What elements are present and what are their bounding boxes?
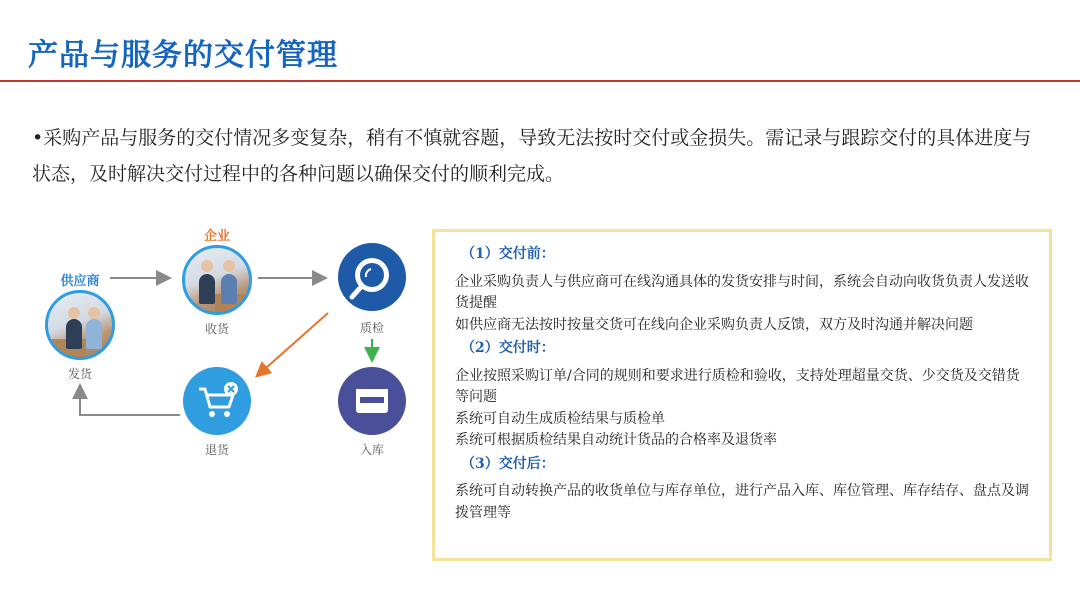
section-before-delivery: [455, 244, 1029, 336]
enterprise-label: 企业: [203, 229, 231, 244]
title-divider: [0, 80, 1080, 82]
stock-node: [338, 367, 406, 435]
inbox-tray-icon: [338, 367, 406, 435]
arrow-inspect-to-return: [258, 313, 328, 375]
arrow-return-to-ship: [80, 387, 180, 415]
magnifier-icon: [338, 243, 406, 311]
inspect-node: [338, 243, 406, 311]
section-line: 系统可自动转换产品的收货单位与库存单位，进行产品入库、库位管理、库存结存、盘点及调拨管理等: [455, 483, 1029, 521]
section-after-delivery: [455, 454, 1029, 525]
section-line: 系统可根据质检结果自动统计货品的合格率及退货率: [455, 432, 777, 448]
return-label: 退货: [204, 443, 230, 457]
section-line: 如供应商无法按时按量交货可在线向企业采购负责人反馈，双方及时沟通并解决问题: [455, 316, 973, 333]
delivery-flow-diagram: [30, 215, 430, 485]
section-title: （2）交付时：: [461, 340, 555, 356]
section-during-delivery: [455, 338, 1029, 452]
ship-label: 发货: [67, 367, 93, 381]
receive-label: 收货: [204, 322, 230, 336]
page-title: 产品与服务的交付管理: [28, 38, 338, 73]
ship-photo: [45, 290, 115, 360]
section-line: 系统可自动生成质检结果与质检单: [455, 410, 665, 427]
receive-photo: [182, 245, 252, 315]
delivery-stages-panel: [432, 229, 1052, 561]
section-title: （1）交付前：: [461, 246, 555, 262]
section-line: 企业采购负责人与供应商可在线沟通具体的发货安排与时间，系统会自动向收货负责人发送收货提醒: [455, 273, 1029, 311]
stock-label: 入库: [359, 443, 385, 457]
section-title: （3）交付后：: [461, 455, 555, 472]
intro-paragraph: •采购产品与服务的交付情况多变复杂，稍有不慎就容题，导致无法按时交付或金损失。需记录与跟踪交付的具体进度与状态，及时解决交付过程中的各种问题以确保交付的顺利完成。: [32, 127, 1032, 185]
supplier-label: 供应商: [60, 274, 100, 289]
inspect-label: 质检: [359, 321, 385, 335]
cart-remove-icon: [183, 367, 251, 435]
section-line: 企业按照采购订单/合同的规则和要求进行质检和验收，支持处理超量交货、少交货及交错货等问题: [455, 367, 1020, 405]
return-node: [183, 367, 251, 435]
